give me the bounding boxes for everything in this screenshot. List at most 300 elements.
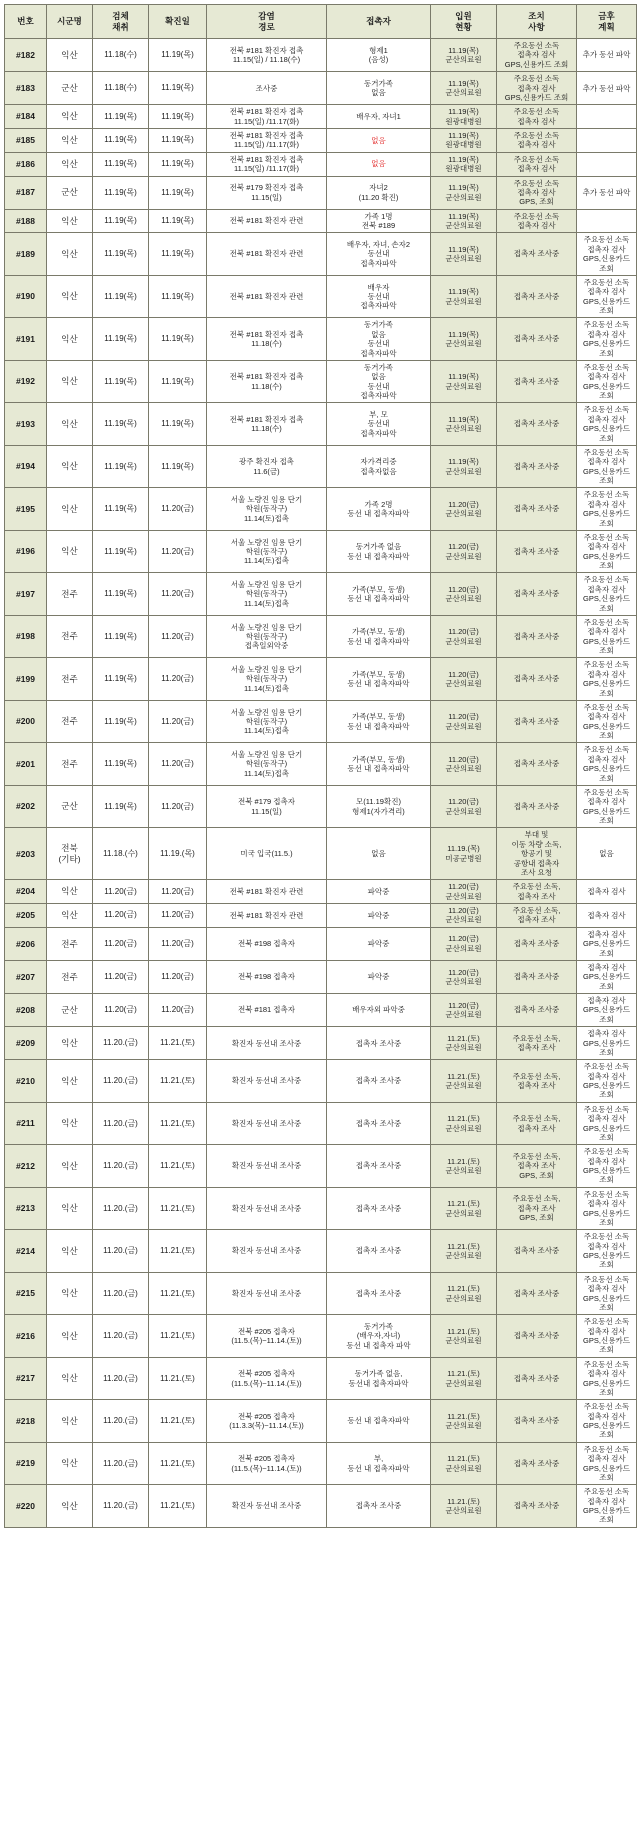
cell-infection-route: 확진자 동선내 조사중 — [207, 1187, 327, 1230]
cell-actions: 접촉자 조사중 — [497, 1485, 577, 1528]
cell-infection-route: 서울 노량진 임용 단기 학원(동작구) 11.14(토)접촉 — [207, 530, 327, 573]
cell-sample-date: 11.19(목) — [93, 488, 149, 531]
cell-future-plan: 주요동선 소독 접촉자 검사 GPS,신용카드 조회 — [577, 360, 637, 403]
cell-hospitalization: 11.19(목) 군산의료원 — [431, 39, 497, 72]
cell-infection-route: 확진자 동선내 조사중 — [207, 1145, 327, 1188]
cell-confirm-date: 11.21.(토) — [149, 1400, 207, 1443]
table-row — [5, 152, 637, 176]
cell-confirm-date: 11.21.(토) — [149, 1357, 207, 1400]
cell-infection-route: 전북 #205 접촉자 (11.5.(목)~11.14.(토)) — [207, 1357, 327, 1400]
cell-hospitalization: 11.20(금) 군산의료원 — [431, 488, 497, 531]
cell-city: 익산 — [47, 360, 93, 403]
cell-hospitalization: 11.20(금) 군산의료원 — [431, 904, 497, 928]
cell-actions: 접촉자 조사중 — [497, 1357, 577, 1400]
cell-sample-date: 11.20(금) — [93, 880, 149, 904]
cell-case-number: #183 — [5, 72, 47, 105]
cell-hospitalization: 11.21.(토) 군산의료원 — [431, 1400, 497, 1443]
cell-infection-route: 전북 #181 확진자 관련 — [207, 233, 327, 276]
cell-hospitalization: 11.19(목) 군산의료원 — [431, 233, 497, 276]
cell-hospitalization: 11.19(목) 군산의료원 — [431, 445, 497, 488]
cell-future-plan: 주요동선 소독 접촉자 검사 GPS,신용카드 조회 — [577, 785, 637, 828]
cell-city: 익산 — [47, 1315, 93, 1358]
cell-future-plan: 주요동선 소독 접촉자 검사 GPS,신용카드 조회 — [577, 488, 637, 531]
cell-city: 익산 — [47, 1400, 93, 1443]
cell-contacts: 부, 모 동선내 접촉자파악 — [327, 403, 431, 446]
table-row — [5, 318, 637, 361]
cell-hospitalization: 11.19(목) 군산의료원 — [431, 318, 497, 361]
column-header-6: 입원 현황 — [431, 5, 497, 39]
cell-contacts: 가족(부모, 동생) 동선 내 접촉자파악 — [327, 743, 431, 786]
cell-infection-route: 전북 #181 확진자 관련 — [207, 275, 327, 318]
table-row — [5, 1102, 637, 1145]
cell-hospitalization: 11.20(금) 군산의료원 — [431, 658, 497, 701]
cell-hospitalization: 11.21.(토) 군산의료원 — [431, 1442, 497, 1485]
cell-contacts: 부, 동선 내 접촉자파악 — [327, 1442, 431, 1485]
cell-contacts: 없음 — [327, 152, 431, 176]
cell-contacts: 가족(부모, 동생) 동선 내 접촉자파악 — [327, 700, 431, 743]
cell-infection-route: 확진자 동선내 조사중 — [207, 1272, 327, 1315]
cell-confirm-date: 11.19(목) — [149, 318, 207, 361]
cell-case-number: #219 — [5, 1442, 47, 1485]
cell-city: 익산 — [47, 1060, 93, 1103]
cell-confirm-date: 11.21.(토) — [149, 1027, 207, 1060]
cell-confirm-date: 11.19(목) — [149, 275, 207, 318]
cell-actions: 주요동선 소독 접촉자 검사 GPS,신용카드 조회 — [497, 39, 577, 72]
cell-future-plan: 접촉자 검사 GPS,신용카드 조회 — [577, 994, 637, 1027]
cell-case-number: #193 — [5, 403, 47, 446]
cell-future-plan: 접촉자 검사 GPS,신용카드 조회 — [577, 960, 637, 993]
cell-contacts: 가족(부모, 동생) 동선 내 접촉자파악 — [327, 573, 431, 616]
cell-infection-route: 서울 노량진 임용 단기 학원(동작구) 11.14(토)접촉 — [207, 488, 327, 531]
cell-case-number: #187 — [5, 176, 47, 209]
column-header-4: 감염 경로 — [207, 5, 327, 39]
cell-city: 익산 — [47, 1272, 93, 1315]
cell-hospitalization: 11.20(금) 군산의료원 — [431, 880, 497, 904]
cell-contacts: 접촉자 조사중 — [327, 1485, 431, 1528]
cell-city: 익산 — [47, 105, 93, 129]
cell-actions: 주요동선 소독 접촉자 검사 — [497, 105, 577, 129]
cell-contacts: 동거가족 없음 동선내 접촉자파악 — [327, 360, 431, 403]
cell-contacts: 형제1 (음성) — [327, 39, 431, 72]
table-row — [5, 960, 637, 993]
cell-confirm-date: 11.21.(토) — [149, 1442, 207, 1485]
cell-confirm-date: 11.21.(토) — [149, 1230, 207, 1273]
cell-case-number: #212 — [5, 1145, 47, 1188]
cell-hospitalization: 11.19(목) 군산의료원 — [431, 360, 497, 403]
cell-future-plan: 주요동선 소독 접촉자 검사 GPS,신용카드 조회 — [577, 1315, 637, 1358]
cell-hospitalization: 11.20(금) 군산의료원 — [431, 573, 497, 616]
cell-confirm-date: 11.19(목) — [149, 105, 207, 129]
table-row — [5, 1442, 637, 1485]
cell-city: 익산 — [47, 318, 93, 361]
cell-confirm-date: 11.19(목) — [149, 209, 207, 233]
cell-contacts: 접촉자 조사중 — [327, 1187, 431, 1230]
cell-future-plan: 주요동선 소독 접촉자 검사 GPS,신용카드 조회 — [577, 530, 637, 573]
cell-actions: 접촉자 조사중 — [497, 785, 577, 828]
cell-future-plan: 주요동선 소독 접촉자 검사 GPS,신용카드 조회 — [577, 1400, 637, 1443]
cell-future-plan: 주요동선 소독 접촉자 검사 GPS,신용카드 조회 — [577, 1230, 637, 1273]
column-header-0: 번호 — [5, 5, 47, 39]
table-row — [5, 573, 637, 616]
cell-case-number: #209 — [5, 1027, 47, 1060]
cell-sample-date: 11.19(목) — [93, 445, 149, 488]
cell-confirm-date: 11.19(목) — [149, 445, 207, 488]
cell-city: 전주 — [47, 743, 93, 786]
cell-actions: 주요동선 소독, 접촉자 조사 — [497, 1102, 577, 1145]
table-row — [5, 233, 637, 276]
cell-city: 익산 — [47, 152, 93, 176]
cell-sample-date: 11.19(목) — [93, 209, 149, 233]
cell-city: 익산 — [47, 880, 93, 904]
cell-hospitalization: 11.20(금) 군산의료원 — [431, 743, 497, 786]
cell-infection-route: 서울 노량진 임용 단기 학원(동작구) 11.14(토)접촉 — [207, 700, 327, 743]
cell-confirm-date: 11.21.(토) — [149, 1485, 207, 1528]
cell-confirm-date: 11.20(금) — [149, 488, 207, 531]
cell-actions: 주요동선 소독, 접촉자 조사 GPS, 조회 — [497, 1187, 577, 1230]
cell-city: 전주 — [47, 615, 93, 658]
cell-contacts: 자가격리중 접촉자없음 — [327, 445, 431, 488]
cell-contacts: 가족 1명 전북 #189 — [327, 209, 431, 233]
cell-actions: 접촉자 조사중 — [497, 445, 577, 488]
cell-case-number: #190 — [5, 275, 47, 318]
cell-hospitalization: 11.20(금) 군산의료원 — [431, 785, 497, 828]
cell-confirm-date: 11.19(목) — [149, 152, 207, 176]
cell-confirm-date: 11.21.(토) — [149, 1315, 207, 1358]
cell-contacts: 모(11.19확진) 형제1(자가격리) — [327, 785, 431, 828]
cell-sample-date: 11.20.(금) — [93, 1272, 149, 1315]
cell-sample-date: 11.19(목) — [93, 176, 149, 209]
cell-case-number: #188 — [5, 209, 47, 233]
cell-actions: 주요동선 소독, 접촉자 조사 — [497, 880, 577, 904]
cell-sample-date: 11.19(목) — [93, 318, 149, 361]
table-row — [5, 994, 637, 1027]
cell-hospitalization: 11.21.(토) 군산의료원 — [431, 1102, 497, 1145]
cell-infection-route: 전북 #181 확진자 접촉 11.15(일) /11.17(화) — [207, 129, 327, 153]
table-row — [5, 209, 637, 233]
cell-infection-route: 전북 #181 확진자 접촉 11.15(일) / 11.18(수) — [207, 39, 327, 72]
cell-contacts: 동거가족 없음, 동선내 접촉자파악 — [327, 1357, 431, 1400]
table-row — [5, 530, 637, 573]
cell-sample-date: 11.19(목) — [93, 403, 149, 446]
cell-contacts: 배우자 동선내 접촉자파악 — [327, 275, 431, 318]
cell-sample-date: 11.20.(금) — [93, 1187, 149, 1230]
cell-actions: 접촉자 조사중 — [497, 615, 577, 658]
cell-infection-route: 확진자 동선내 조사중 — [207, 1027, 327, 1060]
cell-actions: 주요동선 소독, 접촉자 조사 — [497, 1027, 577, 1060]
cell-sample-date: 11.19(목) — [93, 152, 149, 176]
table-row — [5, 129, 637, 153]
cell-infection-route: 서울 노량진 임용 단기 학원(동작구) 11.14(토)접촉 — [207, 658, 327, 701]
column-header-8: 금후 계획 — [577, 5, 637, 39]
cell-infection-route: 전북 #181 확진자 접촉 11.18(수) — [207, 318, 327, 361]
cell-hospitalization: 11.20(금) 군산의료원 — [431, 615, 497, 658]
cell-actions: 접촉자 조사중 — [497, 403, 577, 446]
column-header-1: 시군명 — [47, 5, 93, 39]
cell-sample-date: 11.18(수) — [93, 39, 149, 72]
cell-case-number: #218 — [5, 1400, 47, 1443]
cell-confirm-date: 11.19(목) — [149, 360, 207, 403]
cell-contacts: 파악중 — [327, 927, 431, 960]
cell-future-plan: 추가 동선 파악 — [577, 72, 637, 105]
cell-city: 전주 — [47, 573, 93, 616]
cell-confirm-date: 11.20(금) — [149, 880, 207, 904]
cell-city: 익산 — [47, 904, 93, 928]
cell-future-plan: 주요동선 소독 접촉자 검사 GPS,신용카드 조회 — [577, 1442, 637, 1485]
cell-infection-route: 전북 #198 접촉자 — [207, 960, 327, 993]
cell-case-number: #189 — [5, 233, 47, 276]
cell-city: 익산 — [47, 275, 93, 318]
cell-city: 익산 — [47, 403, 93, 446]
cell-city: 익산 — [47, 445, 93, 488]
cell-case-number: #199 — [5, 658, 47, 701]
cell-hospitalization: 11.21.(토) 군산의료원 — [431, 1272, 497, 1315]
cell-city: 익산 — [47, 1442, 93, 1485]
table-body — [5, 39, 637, 1528]
cell-contacts: 접촉자 조사중 — [327, 1145, 431, 1188]
cell-infection-route: 전북 #181 확진자 관련 — [207, 880, 327, 904]
cell-actions: 접촉자 조사중 — [497, 1272, 577, 1315]
cell-city: 전주 — [47, 927, 93, 960]
cell-case-number: #213 — [5, 1187, 47, 1230]
cell-hospitalization: 11.20(금) 군산의료원 — [431, 994, 497, 1027]
table-row — [5, 615, 637, 658]
cell-hospitalization: 11.21.(토) 군산의료원 — [431, 1060, 497, 1103]
cell-future-plan: 주요동선 소독 접촉자 검사 GPS,신용카드 조회 — [577, 658, 637, 701]
table-row — [5, 176, 637, 209]
table-row — [5, 1315, 637, 1358]
cell-future-plan — [577, 152, 637, 176]
cell-contacts: 접촉자 조사중 — [327, 1060, 431, 1103]
cell-hospitalization: 11.19(목) 군산의료원 — [431, 209, 497, 233]
cell-sample-date: 11.20.(금) — [93, 1060, 149, 1103]
table-row — [5, 785, 637, 828]
table-row — [5, 700, 637, 743]
cell-case-number: #216 — [5, 1315, 47, 1358]
cell-actions: 주요동선 소독 접촉자 검사 GPS, 조회 — [497, 176, 577, 209]
cell-actions: 접촉자 조사중 — [497, 488, 577, 531]
cell-city: 익산 — [47, 1145, 93, 1188]
cell-future-plan — [577, 105, 637, 129]
cell-confirm-date: 11.20(금) — [149, 743, 207, 786]
column-header-5: 접촉자 — [327, 5, 431, 39]
cell-hospitalization: 11.20(금) 군산의료원 — [431, 700, 497, 743]
cell-actions: 접촉자 조사중 — [497, 275, 577, 318]
cell-confirm-date: 11.20(금) — [149, 700, 207, 743]
cell-case-number: #198 — [5, 615, 47, 658]
cell-confirm-date: 11.20(금) — [149, 960, 207, 993]
cell-sample-date: 11.19(목) — [93, 129, 149, 153]
cell-actions: 접촉자 조사중 — [497, 233, 577, 276]
cell-sample-date: 11.20(금) — [93, 927, 149, 960]
cell-city: 군산 — [47, 72, 93, 105]
cell-confirm-date: 11.20(금) — [149, 927, 207, 960]
cell-contacts: 배우자, 자녀, 손자2 동선내 접촉자파악 — [327, 233, 431, 276]
cell-sample-date: 11.20.(금) — [93, 1485, 149, 1528]
column-header-7: 조치 사항 — [497, 5, 577, 39]
cell-actions: 접촉자 조사중 — [497, 1315, 577, 1358]
table-row — [5, 1230, 637, 1273]
cell-hospitalization: 11.19(목) 군산의료원 — [431, 72, 497, 105]
cell-actions: 접촉자 조사중 — [497, 573, 577, 616]
table-row — [5, 72, 637, 105]
cell-actions: 접촉자 조사중 — [497, 1442, 577, 1485]
cell-contacts: 동선 내 접촉자파악 — [327, 1400, 431, 1443]
cell-sample-date: 11.19(목) — [93, 530, 149, 573]
cell-hospitalization: 11.21.(토) 군산의료원 — [431, 1145, 497, 1188]
cell-future-plan: 주요동선 소독 접촉자 검사 GPS,신용카드 조회 — [577, 700, 637, 743]
cell-contacts: 배우자외 파악중 — [327, 994, 431, 1027]
cell-sample-date: 11.19(목) — [93, 658, 149, 701]
cell-actions: 주요동선 소독, 접촉자 조사 — [497, 904, 577, 928]
cell-sample-date: 11.20.(금) — [93, 1230, 149, 1273]
cell-sample-date: 11.20.(금) — [93, 1027, 149, 1060]
cell-case-number: #214 — [5, 1230, 47, 1273]
cell-case-number: #208 — [5, 994, 47, 1027]
table-row — [5, 360, 637, 403]
cell-future-plan: 주요동선 소독 접촉자 검사 GPS,신용카드 조회 — [577, 275, 637, 318]
cell-infection-route: 전북 #205 접촉자 (11.5.(목)~11.14.(토)) — [207, 1315, 327, 1358]
cell-city: 전주 — [47, 700, 93, 743]
table-row — [5, 1060, 637, 1103]
cell-infection-route: 전북 #179 확진자 접촉 11.15(일) — [207, 176, 327, 209]
cell-confirm-date: 11.20(금) — [149, 658, 207, 701]
cell-actions: 접촉자 조사중 — [497, 994, 577, 1027]
cell-sample-date: 11.19(목) — [93, 615, 149, 658]
cell-city: 익산 — [47, 488, 93, 531]
cell-infection-route: 확진자 동선내 조사중 — [207, 1102, 327, 1145]
cell-sample-date: 11.19(목) — [93, 233, 149, 276]
cell-case-number: #205 — [5, 904, 47, 928]
cell-confirm-date: 11.19(목) — [149, 403, 207, 446]
cell-case-number: #192 — [5, 360, 47, 403]
cell-infection-route: 확진자 동선내 조사중 — [207, 1230, 327, 1273]
cell-hospitalization: 11.21.(토) 군산의료원 — [431, 1027, 497, 1060]
cell-case-number: #197 — [5, 573, 47, 616]
cell-sample-date: 11.20.(금) — [93, 1400, 149, 1443]
cell-contacts: 접촉자 조사중 — [327, 1102, 431, 1145]
cell-sample-date: 11.20.(금) — [93, 1357, 149, 1400]
cell-hospitalization: 11.21.(토) 군산의료원 — [431, 1315, 497, 1358]
cell-city: 군산 — [47, 785, 93, 828]
cell-actions: 주요동선 소독 접촉자 검사 — [497, 129, 577, 153]
cell-sample-date: 11.20(금) — [93, 994, 149, 1027]
cell-contacts: 파악중 — [327, 904, 431, 928]
cell-future-plan — [577, 209, 637, 233]
cell-infection-route: 서울 노량진 임용 단기 학원(동작구) 11.14(토)접촉 — [207, 743, 327, 786]
cell-actions: 주요동선 소독, 접촉자 조사 GPS, 조회 — [497, 1145, 577, 1188]
cell-actions: 주요동선 소독, 접촉자 조사 — [497, 1060, 577, 1103]
cell-case-number: #215 — [5, 1272, 47, 1315]
cell-case-number: #211 — [5, 1102, 47, 1145]
cell-sample-date: 11.20(금) — [93, 960, 149, 993]
column-header-3: 확진일 — [149, 5, 207, 39]
cell-case-number: #207 — [5, 960, 47, 993]
cell-hospitalization: 11.20(금) 군산의료원 — [431, 960, 497, 993]
cell-infection-route: 전북 #181 확진자 관련 — [207, 904, 327, 928]
cell-infection-route: 미국 입국(11.5.) — [207, 828, 327, 880]
cell-contacts: 자녀2 (11.20 확진) — [327, 176, 431, 209]
table-row — [5, 1145, 637, 1188]
cell-future-plan: 추가 동선 파악 — [577, 39, 637, 72]
cell-actions: 접촉자 조사중 — [497, 360, 577, 403]
cell-case-number: #196 — [5, 530, 47, 573]
cell-hospitalization: 11.21.(토) 군산의료원 — [431, 1230, 497, 1273]
cell-city: 전북 (기타) — [47, 828, 93, 880]
table-row — [5, 1400, 637, 1443]
table-row — [5, 1272, 637, 1315]
cell-sample-date: 11.18(수) — [93, 72, 149, 105]
cell-future-plan: 주요동선 소독 접촉자 검사 GPS,신용카드 조회 — [577, 1060, 637, 1103]
cell-sample-date: 11.20.(금) — [93, 1145, 149, 1188]
cell-contacts: 가족(부모, 동생) 동선 내 접촉자파악 — [327, 658, 431, 701]
cell-sample-date: 11.20.(금) — [93, 1102, 149, 1145]
table-header-row — [5, 5, 637, 39]
cell-actions: 접촉자 조사중 — [497, 1400, 577, 1443]
cell-infection-route: 확진자 동선내 조사중 — [207, 1485, 327, 1528]
cell-case-number: #194 — [5, 445, 47, 488]
table-row — [5, 488, 637, 531]
cell-case-number: #201 — [5, 743, 47, 786]
cell-city: 익산 — [47, 1187, 93, 1230]
cell-infection-route: 전북 #181 확진자 접촉 11.18(수) — [207, 360, 327, 403]
cell-contacts: 동거가족 없음 동선 내 접촉자파악 — [327, 530, 431, 573]
cell-confirm-date: 11.21.(토) — [149, 1102, 207, 1145]
cell-city: 전주 — [47, 658, 93, 701]
table-row — [5, 927, 637, 960]
cell-contacts: 없음 — [327, 828, 431, 880]
table-row — [5, 39, 637, 72]
cell-actions: 접촉자 조사중 — [497, 927, 577, 960]
cell-future-plan: 주요동선 소독 접촉자 검사 GPS,신용카드 조회 — [577, 1485, 637, 1528]
cell-future-plan: 접촉자 검사 — [577, 880, 637, 904]
cell-contacts: 접촉자 조사중 — [327, 1272, 431, 1315]
cell-confirm-date: 11.19(목) — [149, 233, 207, 276]
cell-infection-route: 서울 노량진 임용 단기 학원(동작구) 접촉일외악중 — [207, 615, 327, 658]
cell-future-plan: 주요동선 소독 접촉자 검사 GPS,신용카드 조회 — [577, 1272, 637, 1315]
cell-city: 익산 — [47, 39, 93, 72]
cell-city: 익산 — [47, 1485, 93, 1528]
cell-sample-date: 11.18.(수) — [93, 828, 149, 880]
cell-hospitalization: 11.21.(토) 군산의료원 — [431, 1187, 497, 1230]
cell-case-number: #185 — [5, 129, 47, 153]
cell-case-number: #182 — [5, 39, 47, 72]
cell-sample-date: 11.19(목) — [93, 275, 149, 318]
cell-city: 익산 — [47, 1230, 93, 1273]
cell-future-plan: 주요동선 소독 접촉자 검사 GPS,신용카드 조회 — [577, 1187, 637, 1230]
cell-future-plan: 주요동선 소독 접촉자 검사 GPS,신용카드 조회 — [577, 1102, 637, 1145]
cell-sample-date: 11.19(목) — [93, 573, 149, 616]
cell-case-number: #202 — [5, 785, 47, 828]
cell-infection-route: 전북 #198 접촉자 — [207, 927, 327, 960]
cell-case-number: #203 — [5, 828, 47, 880]
cell-future-plan: 주요동선 소독 접촉자 검사 GPS,신용카드 조회 — [577, 615, 637, 658]
cell-infection-route: 전북 #205 접촉자 (11.5.(목)~11.14.(토)) — [207, 1442, 327, 1485]
cell-confirm-date: 11.21.(토) — [149, 1272, 207, 1315]
cell-confirm-date: 11.19(목) — [149, 72, 207, 105]
cell-future-plan: 주요동선 소독 접촉자 검사 GPS,신용카드 조회 — [577, 233, 637, 276]
cell-confirm-date: 11.19(목) — [149, 39, 207, 72]
cell-hospitalization: 11.19(목) 원광대병원 — [431, 105, 497, 129]
table-row — [5, 403, 637, 446]
cell-hospitalization: 11.21.(토) 군산의료원 — [431, 1485, 497, 1528]
cell-hospitalization: 11.19(목) 군산의료원 — [431, 403, 497, 446]
cell-actions: 접촉자 조사중 — [497, 960, 577, 993]
table-row — [5, 658, 637, 701]
cell-case-number: #191 — [5, 318, 47, 361]
cell-actions: 접촉자 조사중 — [497, 318, 577, 361]
table-row — [5, 880, 637, 904]
cell-actions: 주요동선 소독 접촉자 검사 — [497, 152, 577, 176]
